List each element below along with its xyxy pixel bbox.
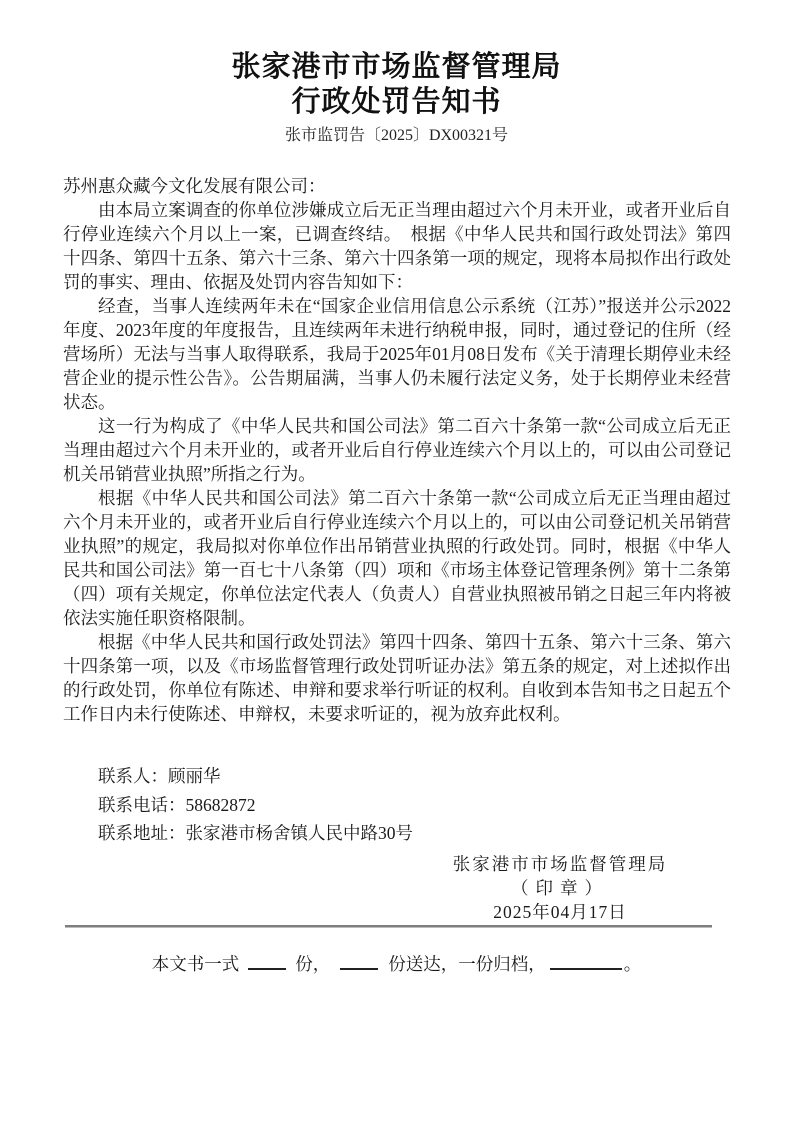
- contact-block: [63, 762, 731, 848]
- agency-title: 张家港市市场监督管理局: [231, 51, 562, 83]
- body-paragraph-violation: 这一行为构成了《中华人民共和国公司法》第二百六十条第一款“公司成立后无正当理由超过六个月未开业的，或者开业后自行停业连续六个月以上的，可以由公司登记机关吊销营业执照”所指之行为。: [63, 416, 731, 484]
- footer-copies-suffix-text: 份，: [295, 953, 331, 974]
- copies-distribution-line: [0, 952, 793, 976]
- contact-address-line: 联系地址：张家港市杨舍镇人民中路30号: [98, 823, 413, 843]
- signature-date: 2025年04月17日: [493, 901, 627, 922]
- title-block: [0, 0, 793, 146]
- body-text-block: [63, 174, 731, 726]
- contact-phone-line: 联系电话：58682872: [98, 794, 256, 815]
- footer-prefix-text: 本文书一式: [151, 953, 240, 974]
- footer-period-text: 。: [623, 953, 642, 974]
- trailing-blank: [550, 955, 622, 969]
- document-number: 张市监罚告〔2025〕DX00321号: [284, 127, 509, 144]
- footer-delivery-suffix-text: 份送达，一份归档，: [388, 953, 546, 974]
- body-paragraph-findings: 经查，当事人连续两年未在“国家企业信用信息公示系统（江苏）”报送并公示2022年度、2023年度的年度报告，且连续两年未进行纳税申报，同时，通过登记的住所（经营场所）无法与当事人取得联系，我局于2025年01月08日发布《关于清理长期停业未经营企业的提示性公告》。公告期届满，当事人仍未履行法定义务，处于长期停业未经营状态。: [63, 296, 731, 412]
- addressee-line: 苏州惠众藏今文化发展有限公司：: [63, 176, 326, 196]
- document-title: 行政处罚告知书: [291, 86, 502, 118]
- signature-block: [410, 852, 710, 924]
- contact-person-line: 联系人：顾丽华: [98, 766, 221, 786]
- delivered-count-blank: [340, 955, 378, 969]
- copies-count-blank: [248, 955, 286, 969]
- body-paragraph-case-summary: 由本局立案调查的你单位涉嫌成立后无正当理由超过六个月未开业，或者开业后自行停业连续六个月以上一案，已调查终结。 根据《中华人民共和国行政处罚法》第四十四条、第四十五条、第六十三条、第六十四条第一项的规定，现将本局拟作出行政处罚的事实、理由、依据及处罚内容告知如下：: [63, 200, 731, 292]
- signature-agency-name: 张家港市市场监督管理局: [452, 853, 668, 874]
- body-paragraph-penalty-basis: 根据《中华人民共和国公司法》第二百六十条第一款“公司成立后无正当理由超过六个月未开业的，或者开业后自行停业连续六个月以上的，可以由公司登记机关吊销营业执照”的规定，我局拟对你单位作出吊销营业执照的行政处罚。同时，根据《中华人民共和国公司法》第一百七十八条第（四）项和《市场主体登记管理条例》第十二条第（四）项有关规定，你单位法定代表人（负责人）自营业执照被吊销之日起三年内将被依法实施任职资格限制。: [63, 488, 731, 628]
- body-paragraph-rights-notice: 根据《中华人民共和国行政处罚法》第四十四条、第四十五条、第六十三条、第六十四条第一项，以及《市场监督管理行政处罚听证办法》第五条的规定，对上述拟作出的行政处罚，你单位有陈述、申辩和要求举行听证的权利。自收到本告知书之日起五个工作日内未行使陈述、申辩权，未要求听证的，视为放弃此权利。: [63, 632, 731, 724]
- horizontal-divider: [65, 925, 712, 928]
- signature-seal-placeholder: （印章）: [511, 877, 609, 898]
